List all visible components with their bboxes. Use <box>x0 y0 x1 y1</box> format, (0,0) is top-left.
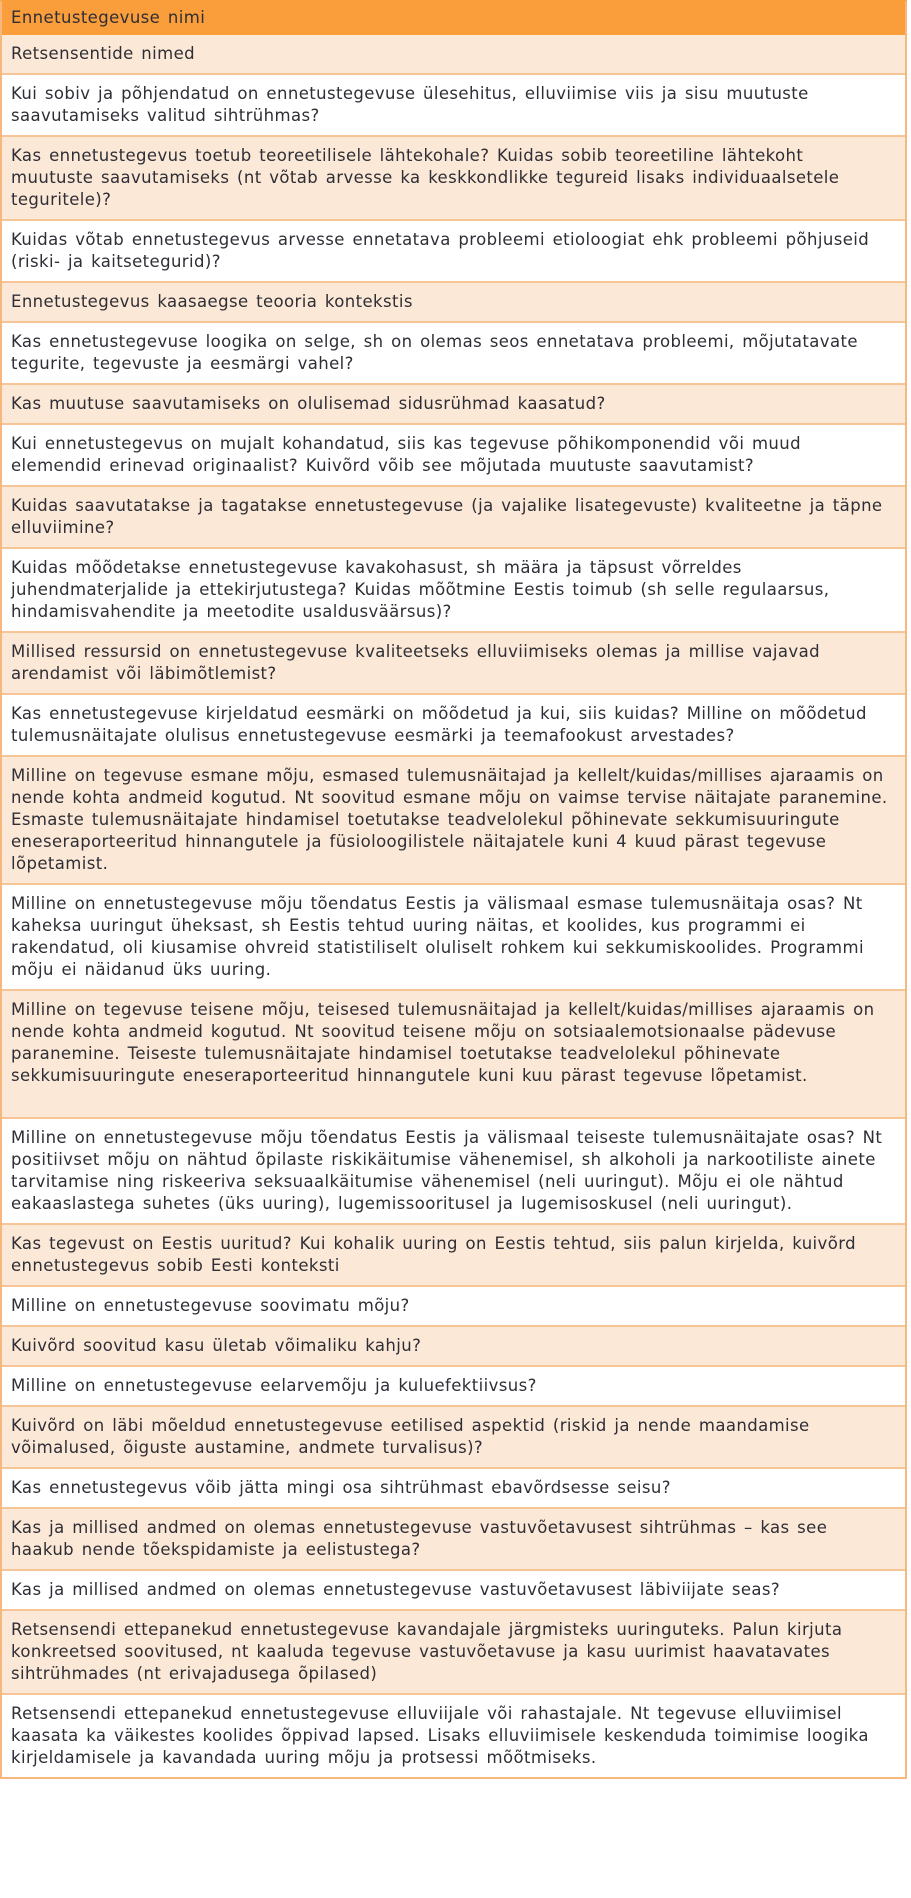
table-row: Kas ennetustegevus toetub teoreetilisele lähtekohale? Kuidas sobib teoreetiline lähtekoht muutuste saavutamiseks (nt võtab arvesse ka keskkondlikke tegureid lisaks individuaalsetele teguritele)? <box>2 135 905 219</box>
table-row: Kuivõrd on läbi mõeldud ennetustegevuse eetilised aspektid (riskid ja nende maandamise võimalused, õiguste austamine, andmete turvalisus)? <box>2 1405 905 1467</box>
table-row: Kas ja millised andmed on olemas ennetustegevuse vastuvõetavusest sihtrühmas – kas see haakub nende tõekspidamiste ja eelistustega? <box>2 1507 905 1569</box>
table-row: Kuidas saavutatakse ja tagatakse ennetustegevuse (ja vajalike lisategevuste) kvaliteetne ja täpne elluviimine? <box>2 485 905 547</box>
table-row: Millised ressursid on ennetustegevuse kvaliteetseks elluviimiseks olemas ja millise vajavad arendamist või läbimõtlemist? <box>2 631 905 693</box>
table-row: Retsensendi ettepanekud ennetustegevuse elluviijale või rahastajale. Nt tegevuse elluviimisel kaasata ka väikestes koolides õppivad lapsed. Lisaks elluviimisele keskenduda toimimise loogika kirjeldamisele ja kavandada uuring mõju ja protsessi mõõtmiseks. <box>2 1693 905 1777</box>
table-row: Kas ennetustegevuse kirjeldatud eesmärki on mõõdetud ja kui, siis kuidas? Milline on mõõdetud tulemusnäitajate olulisus ennetustegevuse eesmärki ja teemafookust arvestades? <box>2 693 905 755</box>
table-row: Milline on ennetustegevuse mõju tõendatus Eestis ja välismaal teiseste tulemusnäitajate osas? Nt positiivset mõju on nähtud õpilaste riskikäitumise vähenemisel, sh alkoholi ja narkootiliste ainete tarvitamise ning riskeeriva seksuaalkäitumise vähenemisel (neli uuringut). Mõju ei ole nähtud eakaaslastega suhetes (üks uuring), lugemissooritusel ja lugemisoskusel (neli uuringut). <box>2 1117 905 1223</box>
table-row: Kui ennetustegevus on mujalt kohandatud, siis kas tegevuse põhikomponendid või muud elemendid erinevad originaalist? Kuivõrd võib see mõjutada muutuste saavutamist? <box>2 423 905 485</box>
table-row: Kui sobiv ja põhjendatud on ennetustegevuse ülesehitus, elluviimise viis ja sisu muutuste saavutamiseks valitud sihtrühmas? <box>2 73 905 135</box>
table-row: Milline on tegevuse esmane mõju, esmased tulemusnäitajad ja kellelt/kuidas/millises ajaraamis on nende kohta andmeid kogutud. Nt soovitud esmane mõju on vaimse tervise näitajate paranemine. Esmaste tulemusnäitajate hindamisel toetutakse teadvelolekul põhinevate sekkumisuuringute eneseraporteeritud hinnangutele ja füsioloogilistele näitajatele kuni 4 kuud pärast tegevuse lõpetamist. <box>2 755 905 883</box>
table-row: Retsensentide nimed <box>2 35 905 73</box>
table-row: Milline on ennetustegevuse soovimatu mõju? <box>2 1285 905 1325</box>
table-row: Milline on ennetustegevuse mõju tõendatus Eestis ja välismaal esmase tulemusnäitaja osas? Nt kaheksa uuringut üheksast, sh Eestis tehtud uuring näitas, et koolides, kus programmi ei rakendatud, oli kiusamise ohvreid statistiliselt oluliselt rohkem kui sekkumiskoolides. Programmi mõju ei näidanud üks uuring. <box>2 883 905 989</box>
table-row: Kuidas võtab ennetustegevus arvesse ennetatava probleemi etioloogiat ehk probleemi põhjuseid (riski- ja kaitsetegurid)? <box>2 219 905 281</box>
table-row: Milline on ennetustegevuse eelarvemõju ja kuluefektiivsus? <box>2 1365 905 1405</box>
table-row: Ennetustegevus kaasaegse teooria kontekstis <box>2 281 905 321</box>
table-row: Kas muutuse saavutamiseks on olulisemad sidusrühmad kaasatud? <box>2 383 905 423</box>
table-row: Milline on tegevuse teisene mõju, teisesed tulemusnäitajad ja kellelt/kuidas/millises ajaraamis on nende kohta andmeid kogutud. Nt soovitud teisene mõju on sotsiaalemotsionaalse pädevuse paranemine. Teiseste tulemusnäitajate hindamisel toetutakse teadvelolekul põhinevate sekkumisuuringute eneseraporteeritud hinnangutele kuni kuu pärast tegevuse lõpetamist. <box>2 989 905 1117</box>
table-row: Kas ennetustegevuse loogika on selge, sh on olemas seos ennetatava probleemi, mõjutatavate tegurite, tegevuste ja eesmärgi vahel? <box>2 321 905 383</box>
table-row: Kuivõrd soovitud kasu ületab võimaliku kahju? <box>2 1325 905 1365</box>
table-row: Kas tegevust on Eestis uuritud? Kui kohalik uuring on Eestis tehtud, siis palun kirjelda, kuivõrd ennetustegevus sobib Eesti konteksti <box>2 1223 905 1285</box>
table-row: Kas ja millised andmed on olemas ennetustegevuse vastuvõetavusest läbiviijate seas? <box>2 1569 905 1609</box>
table-row: Retsensendi ettepanekud ennetustegevuse kavandajale järgmisteks uuringuteks. Palun kirjuta konkreetsed soovitused, nt kaaluda tegevuse vastuvõetavuse ja kasu uurimist haavatavates sihtrühmades (nt erivajadusega õpilased) <box>2 1609 905 1693</box>
table-row: Kuidas mõõdetakse ennetustegevuse kavakohasust, sh määra ja täpsust võrreldes juhendmaterjalide ja ettekirjutustega? Kuidas mõõtmine Eestis toimub (sh selle regulaarsus, hindamisvahendite ja meetodite usaldusväärsus)? <box>2 547 905 631</box>
table-header-row: Ennetustegevuse nimi <box>2 2 905 35</box>
table-row: Kas ennetustegevus võib jätta mingi osa sihtrühmast ebavõrdsesse seisu? <box>2 1467 905 1507</box>
